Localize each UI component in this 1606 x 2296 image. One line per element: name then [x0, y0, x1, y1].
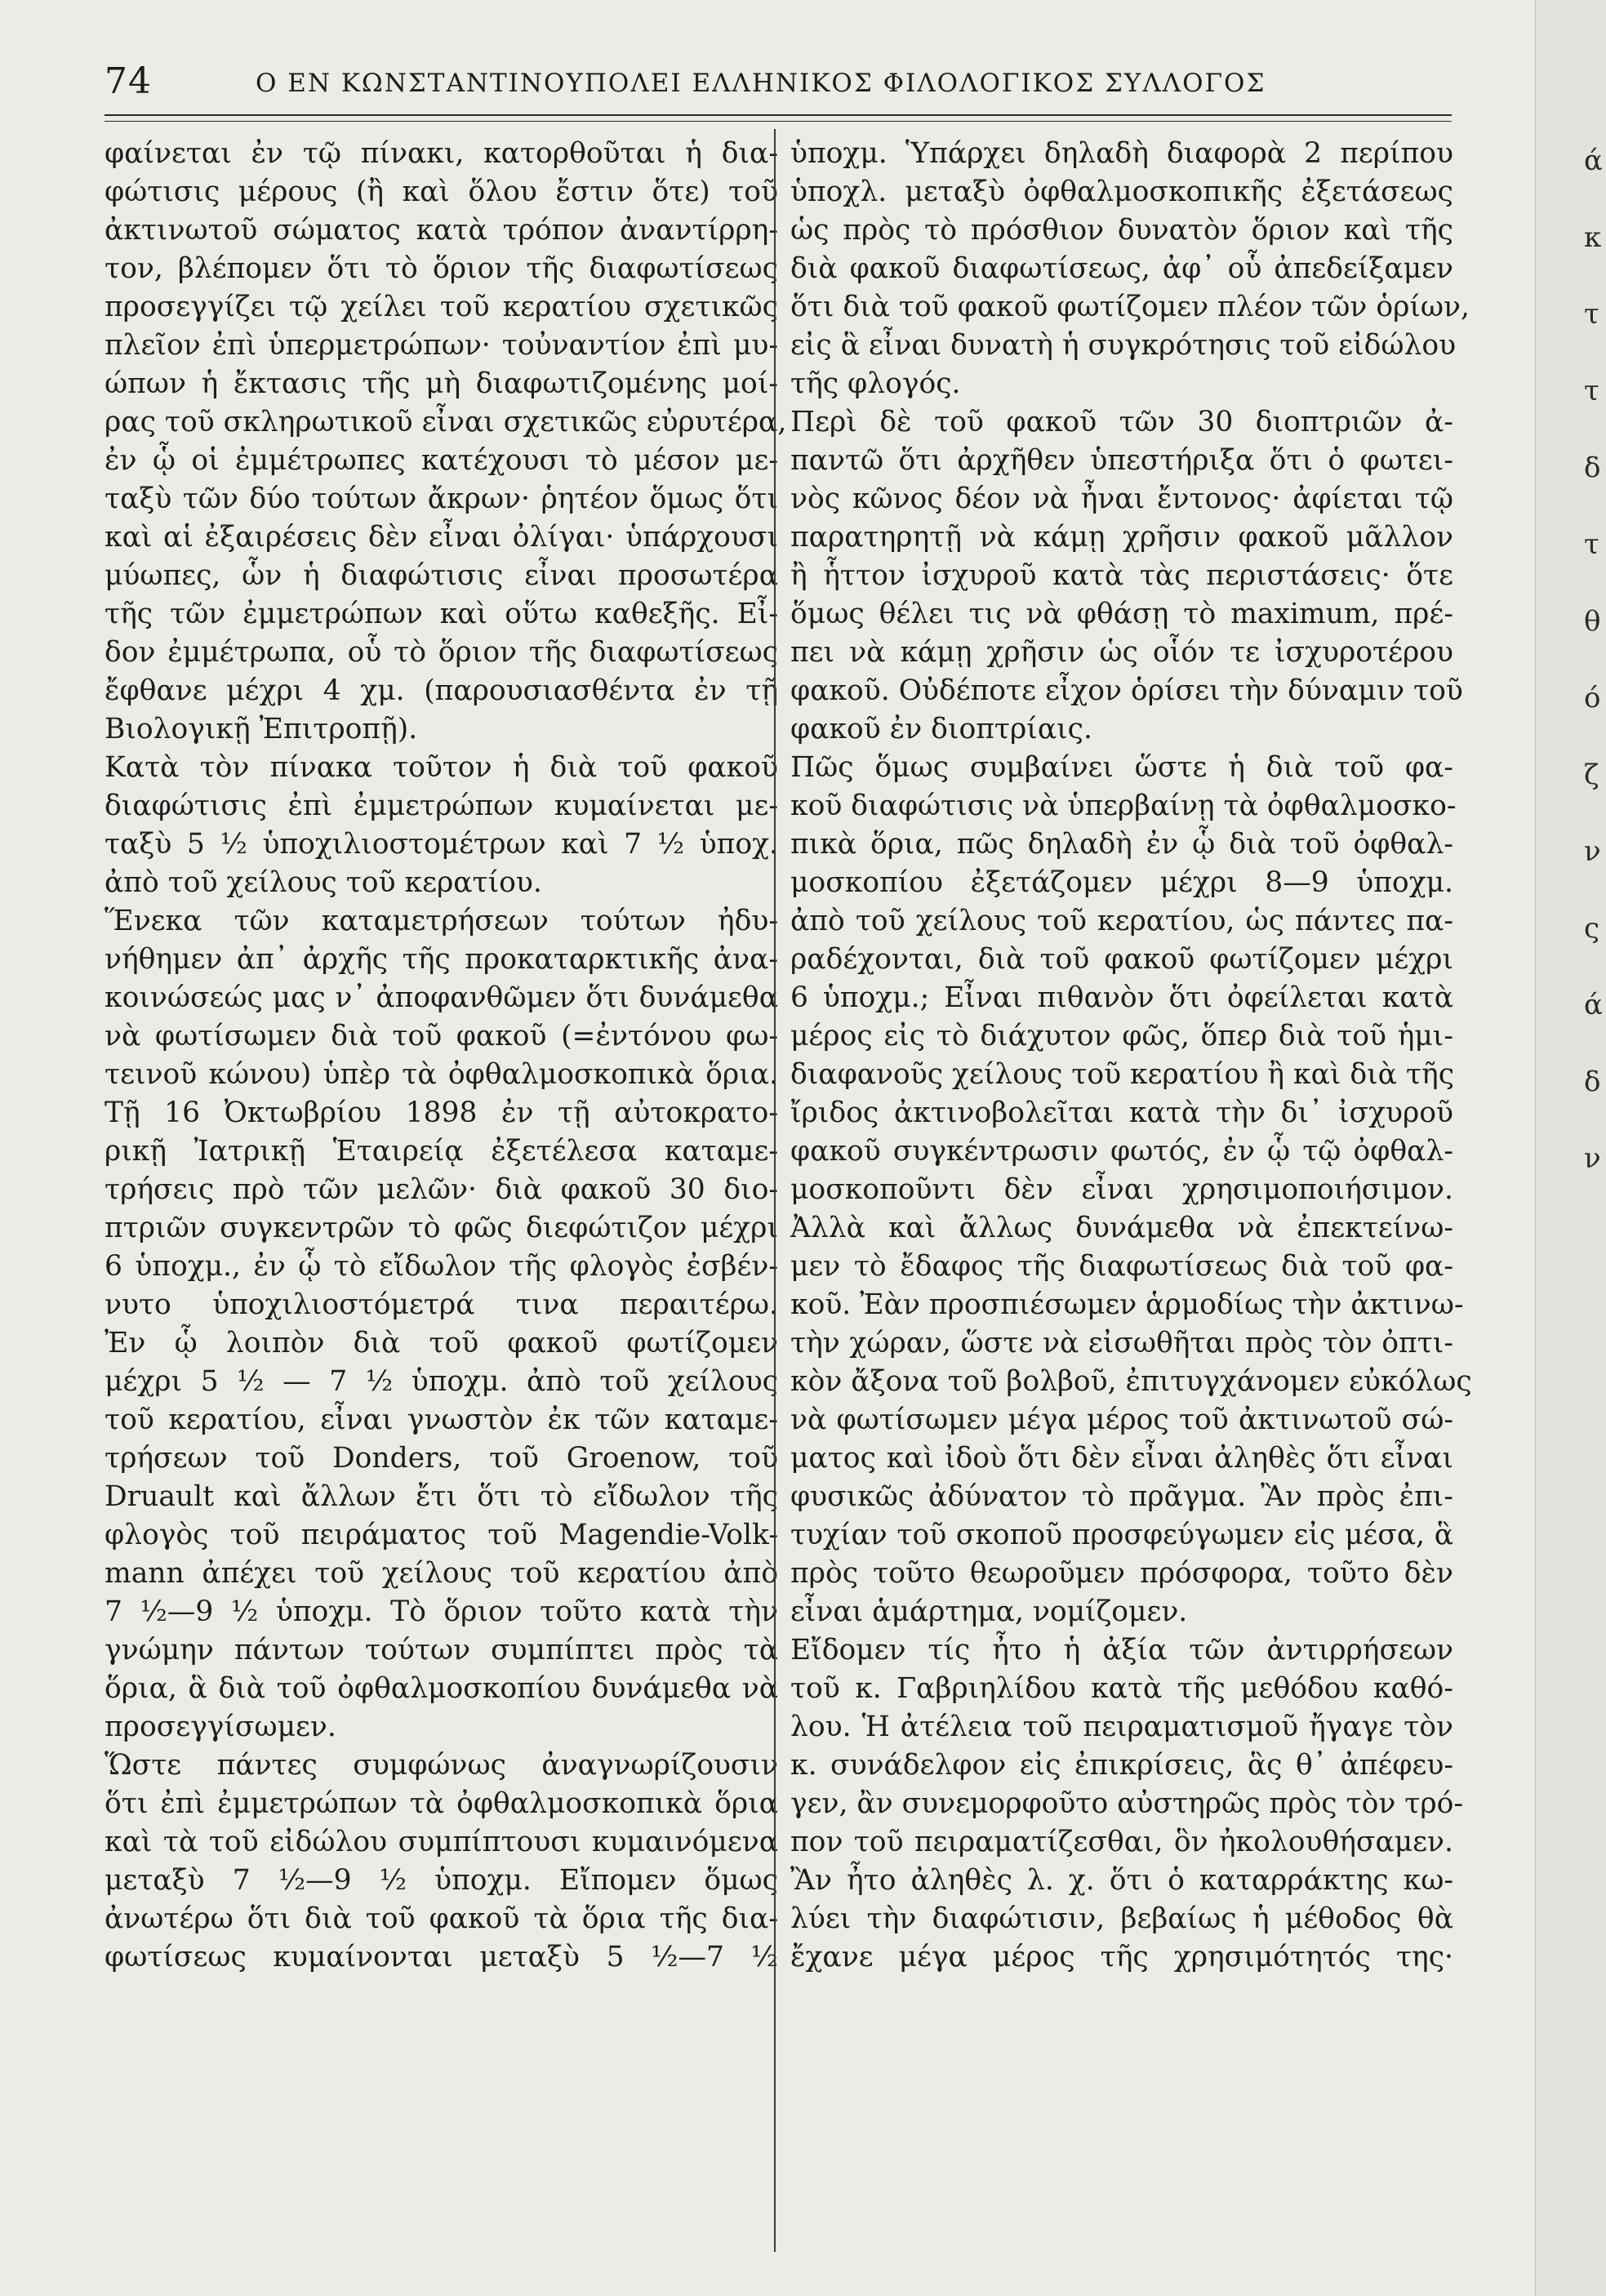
text-line: νήθημεν ἀπ᾽ ἀρχῆς τῆς προκαταρκτικῆς ἀνα- [105, 943, 778, 976]
text-line: Περὶ δὲ τοῦ φακοῦ τῶν 30 διοπτριῶν ἀ- [790, 406, 1453, 438]
text-line: Ἕνεκα τῶν καταμετρήσεων τούτων ἠδυ- [105, 905, 778, 937]
edge-letter: ν [1584, 1142, 1601, 1175]
text-line: φωτίσεως κυμαίνονται μεταξὺ 5 ½—7 ½ [105, 1941, 778, 1973]
text-line: Ἂν ἦτο ἀληθὲς λ. χ. ὅτι ὁ καταρράκτης κω- [790, 1864, 1453, 1897]
text-line: ἔφθανε μέχρι 4 χμ. (παρουσιασθέντα ἐν τῇ [105, 674, 778, 707]
adjacent-page-letters [1584, 122, 1603, 1197]
edge-letter: ό [1584, 682, 1601, 714]
text-line: διὰ φακοῦ διαφωτίσεως, ἀφ᾽ οὗ ἀπεδείξαμεν [790, 252, 1453, 285]
text-line: καὶ αἱ ἐξαιρέσεις δὲν εἶναι ὀλίγαι· ὑπάρχουσι [105, 521, 778, 554]
text-line: εἰς ἃ εἶναι δυνατὴ ἡ συγκρότησις τοῦ εἰδώλου [790, 329, 1457, 362]
text-line: μοσκοποῦντι δὲν εἶναι χρησιμοποιήσιμον. [790, 1173, 1453, 1206]
text-line: τῆς φλογός. [790, 367, 961, 400]
text-line: ἀνωτέρω ὅτι διὰ τοῦ φακοῦ τὰ ὅρια τῆς δια- [105, 1902, 778, 1935]
text-line: ὡς πρὸς τὸ πρόσθιον δυνατὸν ὅριον καὶ τῆς [790, 214, 1453, 247]
text-line: γνώμην πάντων τούτων συμπίπτει πρὸς τὰ [105, 1634, 778, 1666]
text-line: νὰ φωτίσωμεν διὰ τοῦ φακοῦ (=ἐντόνου φω- [105, 1020, 778, 1052]
text-line: καὶ τὰ τοῦ εἰδώλου συμπίπτουσι κυμαινόμενα [105, 1826, 778, 1858]
text-line: φαίνεται ἐν τῷ πίνακι, κατορθοῦται ἡ δια- [105, 137, 778, 170]
text-line: μεταξὺ 7 ½—9 ½ ὑποχμ. Εἴπομεν ὅμως [105, 1864, 778, 1897]
text-line: φυσικῶς ἀδύνατον τὸ πρᾶγμα. Ἂν πρὸς ἐπι- [790, 1480, 1453, 1513]
text-line: φακοῦ συγκέντρωσιν φωτός, ἐν ᾧ τῷ ὀφθαλ- [790, 1135, 1453, 1168]
text-line: νὰ φωτίσωμεν μέγα μέρος τοῦ ἀκτινωτοῦ σώ- [790, 1404, 1453, 1436]
text-line: τρήσεων τοῦ Donders, τοῦ Groenow, τοῦ [105, 1442, 778, 1475]
left-column [105, 135, 787, 1977]
edge-letter: ά [1584, 989, 1603, 1021]
text-line: φακοῦ ἐν διοπτρίαις. [790, 713, 1092, 745]
text-line: ἀπὸ τοῦ χείλους τοῦ κερατίου, ὡς πάντες πα- [790, 905, 1453, 937]
text-line: λύει τὴν διαφώτισιν, βεβαίως ἡ μέθοδος θὰ [790, 1902, 1453, 1935]
text-line: προσεγγίζει τῷ χείλει τοῦ κερατίου σχετικῶς [105, 291, 778, 323]
text-line: Πῶς ὅμως συμβαίνει ὥστε ἡ διὰ τοῦ φα- [790, 751, 1453, 784]
text-line: νυτο ὑποχιλιοστόμετρά τινα περαιτέρω. [105, 1288, 778, 1321]
edge-letter: ς [1584, 912, 1600, 945]
text-line: τοῦ κ. Γαβριηλίδου κατὰ τῆς μεθόδου καθό- [790, 1672, 1453, 1705]
text-line: τῆς τῶν ἐμμετρώπων καὶ οὕτω καθεξῆς. Εἶ- [105, 598, 778, 630]
text-line: ἢ ἧττον ἰσχυροῦ κατὰ τὰς περιστάσεις· ὅτε [790, 559, 1453, 592]
text-line: προσεγγίσωμεν. [105, 1711, 336, 1743]
text-line: 6 ὑποχμ.; Εἶναι πιθανὸν ὅτι ὀφείλεται κατὰ [790, 981, 1453, 1014]
right-column [790, 135, 1472, 1977]
text-line: ὅρια, ἃ διὰ τοῦ ὀφθαλμοσκοπίου δυνάμεθα νὰ [105, 1672, 778, 1705]
text-line: Ὥστε πάντες συμφώνως ἀναγνωρίζουσιν [105, 1749, 778, 1782]
text-line: πει νὰ κάμῃ χρῆσιν ὡς οἷόν τε ἰσχυροτέρου [790, 636, 1453, 669]
edge-letter: κ [1584, 221, 1602, 254]
text-line: τυχίαν τοῦ σκοποῦ προσφεύγωμεν εἰς μέσα, ἃ [790, 1519, 1453, 1551]
text-line: ὅτι ἐπὶ ἐμμετρώπων τὰ ὀφθαλμοσκοπικὰ ὅρια [105, 1787, 778, 1820]
text-line: νὸς κῶνος δέον νὰ ἦναι ἔντονος· ἀφίεται τῷ [790, 483, 1453, 515]
page-header [105, 56, 1452, 113]
text-line: Βιολογικῇ Ἐπιτροπῇ). [105, 713, 418, 745]
edge-letter: δ [1584, 452, 1601, 484]
page-number: 74 [105, 60, 152, 102]
text-line: ἐν ᾧ οἱ ἐμμέτρωπες κατέχουσι τὸ μέσον με- [105, 444, 778, 477]
column-divider [774, 129, 776, 2252]
text-line: ρας τοῦ σκληρωτικοῦ εἶναι σχετικῶς εὐρυτέρα, [105, 406, 787, 438]
text-line: ὑποχλ. μεταξὺ ὀφθαλμοσκοπικῆς ἐξετάσεως [790, 176, 1453, 208]
text-line: 6 ὑποχμ., ἐν ᾧ τὸ εἴδωλον τῆς φλογὸς ἐσβέν- [105, 1250, 778, 1283]
text-line: ὅμως θέλει τις νὰ φθάσῃ τὸ maximum, πρέ- [790, 598, 1453, 630]
text-line: ἀκτινωτοῦ σώματος κατὰ τρόπον ἀναντίρρη- [105, 214, 778, 247]
text-line: πτριῶν συγκεντρῶν τὸ φῶς διεφώτιζον μέχρι [105, 1212, 778, 1244]
edge-letter: τ [1584, 375, 1599, 407]
text-line: εἶναι ἁμάρτημα, νομίζομεν. [790, 1595, 1188, 1628]
text-line: πρὸς τοῦτο θεωροῦμεν πρόσφορα, τοῦτο δὲν [790, 1557, 1453, 1590]
edge-letter: τ [1584, 298, 1599, 331]
text-line: Τῇ 16 Ὀκτωβρίου 1898 ἐν τῇ αὐτοκρατο- [105, 1097, 778, 1129]
text-line: διαφώτισις ἐπὶ ἐμμετρώπων κυμαίνεται με- [105, 790, 778, 822]
text-line: δον ἐμμέτρωπα, οὗ τὸ ὅριον τῆς διαφωτίσεως [105, 636, 778, 669]
text-line: τον, βλέπομεν ὅτι τὸ ὅριον τῆς διαφωτίσεως [105, 252, 778, 285]
text-line: ὑποχμ. Ὑπάρχει δηλαδὴ διαφορὰ 2 περίπου [790, 137, 1453, 170]
text-line: μύωπες, ὧν ἡ διαφώτισις εἶναι προσωτέρα [105, 559, 778, 592]
text-line: ὅτι διὰ τοῦ φακοῦ φωτίζομεν πλέον τῶν ὁρίων, [790, 291, 1470, 323]
header-rule [105, 114, 1452, 116]
text-line: τὴν χώραν, ὥστε νὰ εἰσωθῆται πρὸς τὸν ὀπτι- [790, 1327, 1453, 1359]
text-line: ραδέχονται, διὰ τοῦ φακοῦ φωτίζομεν μέχρι [790, 943, 1453, 976]
text-line: κοῦ. Ἐὰν προσπιέσωμεν ἁρμοδίως τὴν ἀκτινω- [790, 1288, 1464, 1321]
text-line: μέρος εἰς τὸ διάχυτον φῶς, ὅπερ διὰ τοῦ ἡμι- [790, 1020, 1453, 1052]
text-line: ταξὺ 5 ½ ὑποχιλιοστομέτρων καὶ 7 ½ ὑποχ. [105, 828, 778, 861]
text-line: τεινοῦ κώνου) ὑπὲρ τὰ ὀφθαλμοσκοπικὰ ὅρια. [105, 1058, 778, 1091]
text-line: πλεῖον ἐπὶ ὑπερμετρώπων· τοὐναντίον ἐπὶ μυ- [105, 329, 778, 362]
text-line: ἀπὸ τοῦ χείλους τοῦ κερατίου. [105, 866, 542, 899]
text-line: mann ἀπέχει τοῦ χείλους τοῦ κερατίου ἀπὸ [105, 1557, 778, 1590]
edge-letter: θ [1584, 605, 1601, 638]
text-line: κοῦ διαφώτισις νὰ ὑπερβαίνῃ τὰ ὀφθαλμοσκο- [790, 790, 1457, 822]
text-line: παντῶ ὅτι ἀρχῆθεν ὑπεστήριξα ὅτι ὁ φωτει- [790, 444, 1453, 477]
edge-letter: ν [1584, 835, 1601, 868]
text-line: τοῦ κερατίου, εἶναι γνωστὸν ἐκ τῶν καταμε- [105, 1404, 778, 1436]
text-line: μεν τὸ ἔδαφος τῆς διαφωτίσεως διὰ τοῦ φα- [790, 1250, 1453, 1283]
text-line: ταξὺ τῶν δύο τούτων ἄκρων· ῥητέον ὅμως ὅτι [105, 483, 778, 515]
text-line: κὸν ἄξονα τοῦ βολβοῦ, ἐπιτυγχάνομεν εὐκόλως [790, 1365, 1472, 1398]
text-line: πικὰ ὅρια, πῶς δηλαδὴ ἐν ᾧ διὰ τοῦ ὀφθαλ- [790, 828, 1453, 861]
text-line: γεν, ἂν συνεμορφοῦτο αὐστηρῶς πρὸς τὸν τρό- [790, 1787, 1464, 1820]
text-line: διαφανοῦς χείλους τοῦ κερατίου ἢ καὶ διὰ τῆς [790, 1058, 1455, 1091]
text-line: Εἴδομεν τίς ἦτο ἡ ἀξία τῶν ἀντιρρήσεων [790, 1634, 1453, 1666]
edge-letter: τ [1584, 528, 1599, 561]
text-line: φακοῦ. Οὐδέποτε εἶχον ὁρίσει τὴν δύναμιν τοῦ [790, 674, 1463, 707]
text-line: μέχρι 5 ½ — 7 ½ ὑποχμ. ἀπὸ τοῦ χείλους [105, 1365, 778, 1398]
text-line: παρατηρητῇ νὰ κάμῃ χρῆσιν φακοῦ μᾶλλον [790, 521, 1453, 554]
text-line: ρικῇ Ἰατρικῇ Ἑταιρείᾳ ἐξετέλεσα καταμε- [105, 1135, 778, 1168]
text-line: Κατὰ τὸν πίνακα τοῦτον ἡ διὰ τοῦ φακοῦ [105, 751, 778, 784]
text-line: λου. Ἡ ἀτέλεια τοῦ πειραματισμοῦ ἤγαγε τὸν [790, 1711, 1453, 1743]
text-line: τρήσεις πρὸ τῶν μελῶν· διὰ φακοῦ 30 διο- [105, 1173, 778, 1206]
edge-letter: ζ [1584, 759, 1599, 791]
text-line: Druault καὶ ἄλλων ἔτι ὅτι τὸ εἴδωλον τῆς [105, 1480, 778, 1513]
text-line: ἔχανε μέγα μέρος τῆς χρησιμότητός της· [790, 1941, 1453, 1973]
text-line: φώτισις μέρους (ἢ καὶ ὅλου ἔστιν ὅτε) τοῦ [105, 176, 778, 208]
text-line: κοινώσεώς μας ν᾽ ἀποφανθῶμεν ὅτι δυνάμεθα [105, 981, 778, 1014]
text-line: ἴριδος ἀκτινοβολεῖται κατὰ τὴν δι᾽ ἰσχυροῦ [790, 1097, 1453, 1129]
running-head: Ο ΕΝ ΚΩΝΣΤΑΝΤΙΝΟΥΠΟΛΕΙ ΕΛΛΗΝΙΚΟΣ ΦΙΛΟΛΟΓΙΚΟΣ ΣΥΛΛΟΓΟΣ [256, 69, 1266, 98]
text-line: μοσκοπίου ἐξετάζομεν μέχρι 8—9 ὑποχμ. [790, 866, 1453, 899]
text-line: φλογὸς τοῦ πειράματος τοῦ Magendie-Volk- [105, 1519, 778, 1551]
text-line: κ. συνάδελφον εἰς ἐπικρίσεις, ἃς θ᾽ ἀπέφευ- [790, 1749, 1453, 1782]
text-line: 7 ½—9 ½ ὑποχμ. Τὸ ὅριον τοῦτο κατὰ τὴν [105, 1595, 778, 1628]
text-line: Ἐν ᾧ λοιπὸν διὰ τοῦ φακοῦ φωτίζομεν [105, 1327, 778, 1359]
header-rule-thin [105, 121, 1452, 122]
edge-letter: δ [1584, 1066, 1601, 1098]
text-line: ματος καὶ ἰδοὺ ὅτι δὲν εἶναι ἀληθὲς ὅτι εἶναι [790, 1442, 1453, 1475]
text-line: Ἀλλὰ καὶ ἄλλως δυνάμεθα νὰ ἐπεκτείνω- [790, 1212, 1453, 1244]
text-line: ώπων ἡ ἔκτασις τῆς μὴ διαφωτιζομένης μοί- [105, 367, 778, 400]
edge-letter: ά [1584, 145, 1603, 177]
text-line: πον τοῦ πειραματίζεσθαι, ὃν ἠκολουθήσαμεν. [790, 1826, 1453, 1858]
